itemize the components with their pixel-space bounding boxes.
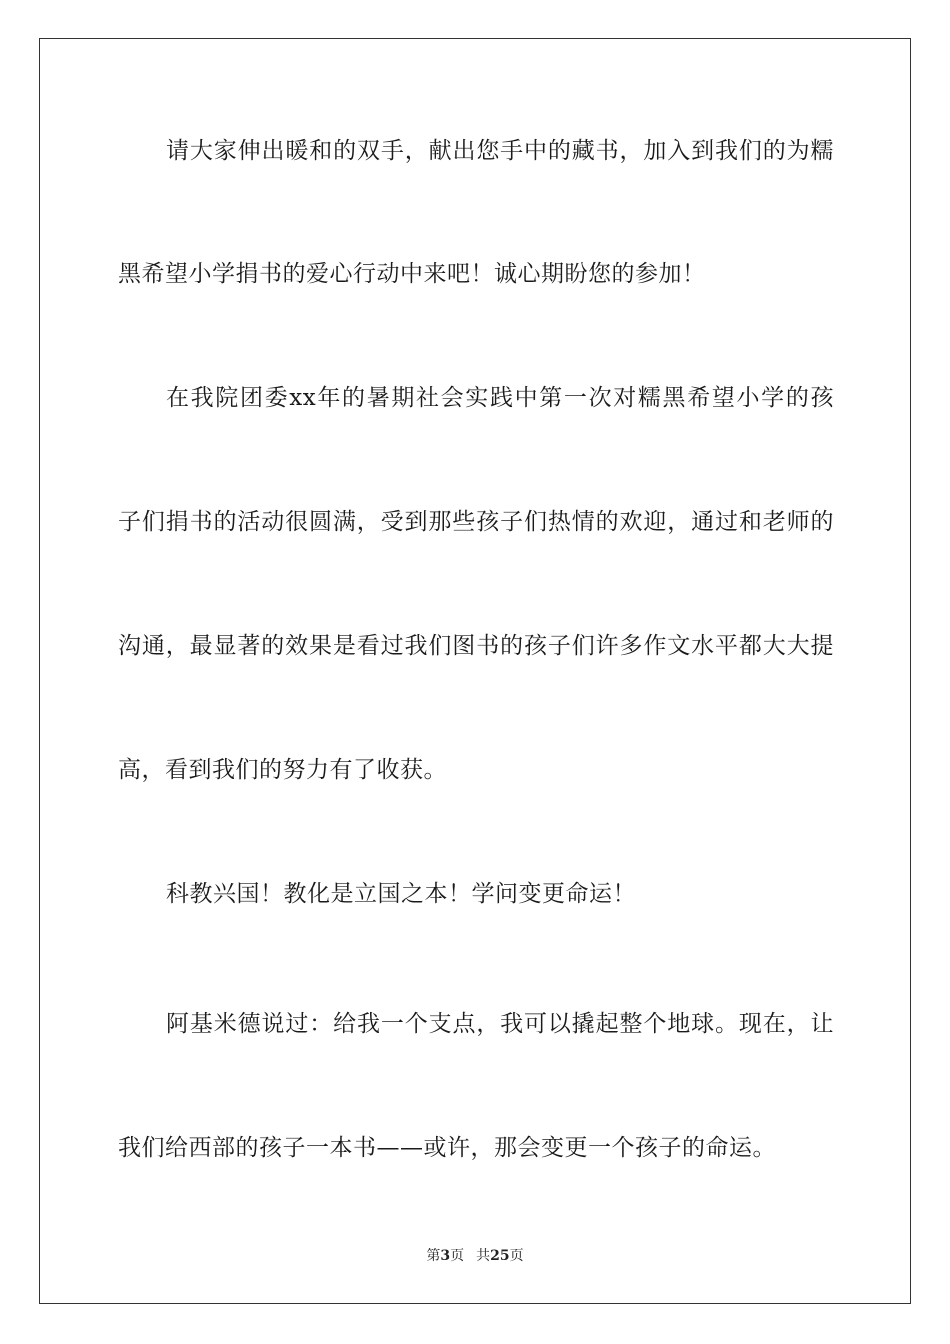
- paragraph-line: 黑希望小学捐书的爱心行动中来吧！诚心期盼您的参加！: [118, 261, 706, 287]
- paragraph-line: 沟通，最显著的效果是看过我们图书的孩子们许多作文水平都大大提: [118, 633, 834, 659]
- total-pages: 25: [490, 1248, 510, 1264]
- page-number: 3: [440, 1248, 451, 1264]
- paragraph-line: 我们给西部的孩子一本书——或许，那会变更一个孩子的命运。: [118, 1135, 776, 1161]
- paragraph-line: 高，看到我们的努力有了收获。: [118, 757, 447, 783]
- total-suffix: 页: [509, 1248, 524, 1264]
- paragraph-line: 子们捐书的活动很圆满，受到那些孩子们热情的欢迎，通过和老师的: [118, 509, 834, 535]
- paragraph-line: 阿基米德说过：给我一个支点，我可以撬起整个地球。现在，让: [166, 1011, 834, 1037]
- page-prefix: 第: [426, 1248, 441, 1264]
- paragraph-line: 请大家伸出暖和的双手，献出您手中的藏书，加入到我们的为糯: [166, 138, 834, 164]
- page-frame: [39, 38, 911, 1304]
- paragraph-line: 科教兴国！教化是立国之本！学问变更命运！: [166, 881, 636, 907]
- page-footer: [0, 1247, 950, 1265]
- paragraph-line: 在我院团委xx年的暑期社会实践中第一次对糯黑希望小学的孩: [166, 385, 834, 411]
- page-suffix: 页: [450, 1248, 465, 1264]
- total-prefix: 共: [476, 1248, 491, 1264]
